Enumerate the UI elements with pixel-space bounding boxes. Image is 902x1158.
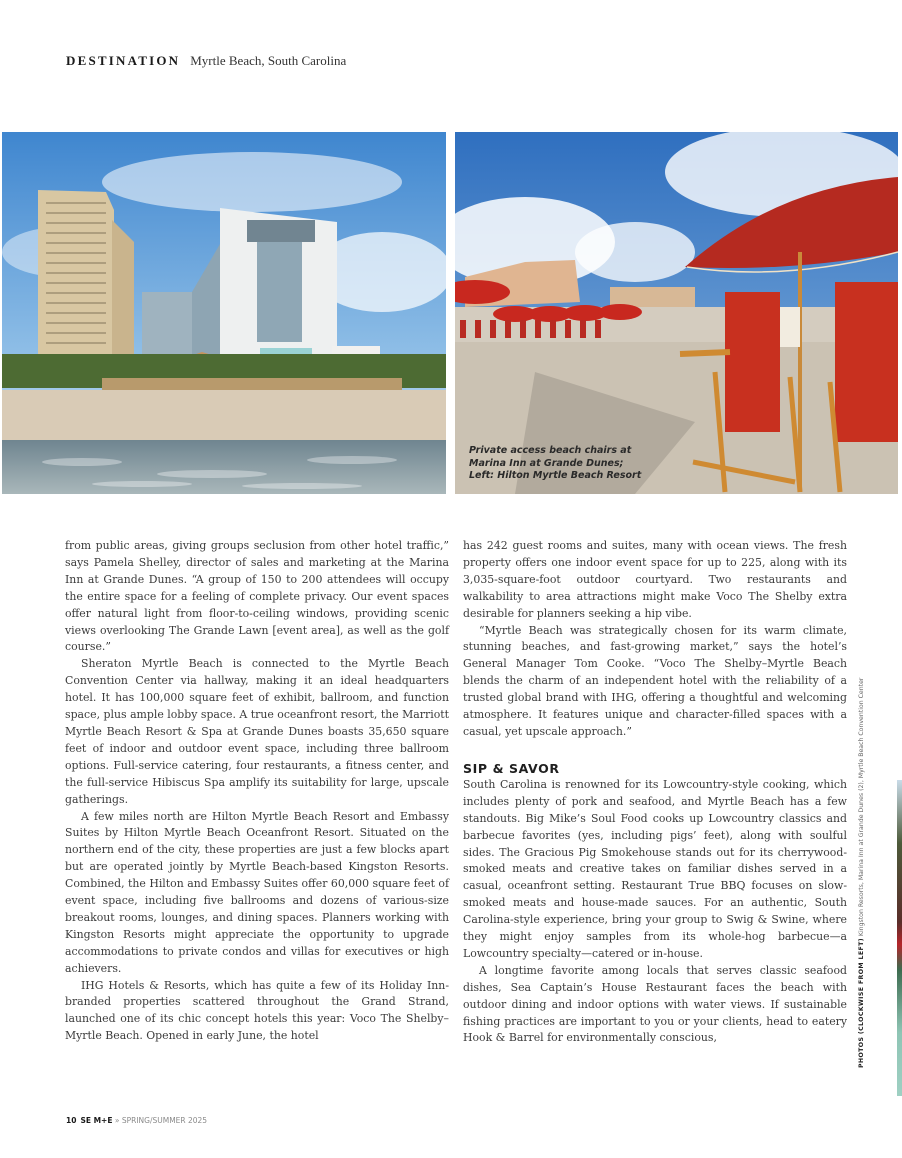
article-paragraph: has 242 guest rooms and suites, many with ocean views. The fresh property offers one indoor event space for up to 225, along with its 3,035-square-foot outdoor courtyard. Two restaurants and walkability to area attractions might make Voco The Shelby extra desirable for planners seeking a hip vibe. xyxy=(463,539,847,620)
caption-line: Private access beach chairs at xyxy=(469,445,632,456)
page-number: 10 xyxy=(66,1116,77,1125)
caption-line: Marina Inn at Grande Dunes; xyxy=(469,457,624,469)
photo-credit-text: Kingston Resorts, Marina Inn at Grande Dunes (2), Myrtle Beach Convention Center xyxy=(858,677,865,939)
article-paragraph: A longtime favorite among locals that serves classic seafood dishes, Sea Captain’s House Restaurant faces the beach with outdoor dining and indoor options with water views. If sustainable fishing practices are important to you or your clients, head to eatery Hook & Barrel for environmentally conscious, xyxy=(463,963,847,1045)
footer-separator: » xyxy=(112,1116,122,1125)
article-paragraph: “Myrtle Beach was strategically chosen for its warm climate, stunning beaches, and fast-growing market,” says the hotel’s General Manager Tom Cooke. “Voco The Shelby–Myrtle Beach blends the charm of an independent hotel with the reliability of a trusted global brand with IHG, offering a thoughtful and welcoming atmosphere. It features unique and character-filled spaces with a casual, yet upscale approach.” xyxy=(463,623,847,738)
section-label: DESTINATION xyxy=(66,53,181,68)
photo-beach-chairs xyxy=(455,132,898,494)
article-paragraph: A few miles north are Hilton Myrtle Beach Resort and Embassy Suites by Hilton Myrtle Beach Oceanfront Resort. Situated on the northern end of the city, these properties are just a few blocks apart but are operated jointly by Myrtle Beach-based Kingston Resorts. Combined, the Hilton and Embassy Suites offer 60,000 square feet of event space, including five ballrooms and dozens of various-size breakout rooms, lounges, and dining spaces. Planners working with Kingston Resorts might appreciate the opportunity to upgrade accommodations to private condos and villas for executives or high achievers. xyxy=(65,809,450,975)
article-paragraph: from public areas, giving groups seclusion from other hotel traffic,” says Pamela Shelley, director of sales and marketing at the Marina Inn at Grande Dunes. “A group of 150 to 200 attendees will occupy the entire space for a feeling of complete privacy. Our event spaces offer natural light from floor-to-ceiling windows, providing scenic views overlooking The Grande Lawn [event area], as well as the golf course.” xyxy=(65,539,449,654)
publication-brand: SE M+E xyxy=(80,1116,113,1125)
photo-caption xyxy=(469,445,641,483)
photo-credit xyxy=(858,678,865,1068)
page-header xyxy=(66,53,346,69)
article-column-right xyxy=(463,538,847,1047)
photo-beach-chairs-icon xyxy=(455,132,898,494)
section-subhead: SIP & SAVOR xyxy=(463,760,560,776)
article-paragraph: South Carolina is renowned for its Lowcountry-style cooking, which includes plenty of pork and seafood, and Myrtle Beach has a few standouts. Big Mike’s Soul Food cooks up Lowcountry classics and barbecue favorites (yes, including pigs’ feet), along with soulful sides. The Gracious Pig Smokehouse stands out for its cherrywood-smoked meats and creative takes on familiar dishes served in a casual, oceanfront setting. Restaurant True BBQ focuses on slow-smoked meats and house-made sauces. For an authentic, South Carolina-style experience, bring your group to Swig & Swine, where they might enjoy samples from its whole-hog barbecue—a Lowcountry specialty—catered or in-house. xyxy=(463,777,847,960)
article-paragraph: IHG Hotels & Resorts, which has quite a few of its Holiday Inn-branded properties scattered throughout the Grand Strand, launched one of its chic concept hotels this year: Voco The Shelby–Myrtle Beach. Opened in early June, the hotel xyxy=(65,978,449,1043)
photo-credit-label: PHOTOS (CLOCKWISE FROM LEFT) xyxy=(858,938,865,1068)
page-footer xyxy=(66,1116,207,1125)
issue-label: SPRING/SUMMER 2025 xyxy=(121,1116,208,1125)
article-paragraph: Sheraton Myrtle Beach is connected to the Myrtle Beach Convention Center via hallway, making it an ideal headquarters hotel. It has 100,000 square feet of exhibit, ballroom, and function space, plus ample lobby space. A true oceanfront resort, the Marriott Myrtle Beach Resort & Spa at Grande Dunes boasts 35,650 square feet of indoor and outdoor event space, including three ballroom options. Full-service catering, four restaurants, a fitness center, and the full-service Hibiscus Spa amplify its suitability for large, upscale gatherings. xyxy=(65,657,449,806)
photo-hotel-beach-icon xyxy=(2,132,446,494)
adjacent-page-edge xyxy=(897,780,902,1096)
article-column-left xyxy=(65,538,449,1045)
photo-hilton-resort xyxy=(2,132,446,494)
location-label: Myrtle Beach, South Carolina xyxy=(190,53,347,68)
caption-line: Left: Hilton Myrtle Beach Resort xyxy=(469,470,642,481)
